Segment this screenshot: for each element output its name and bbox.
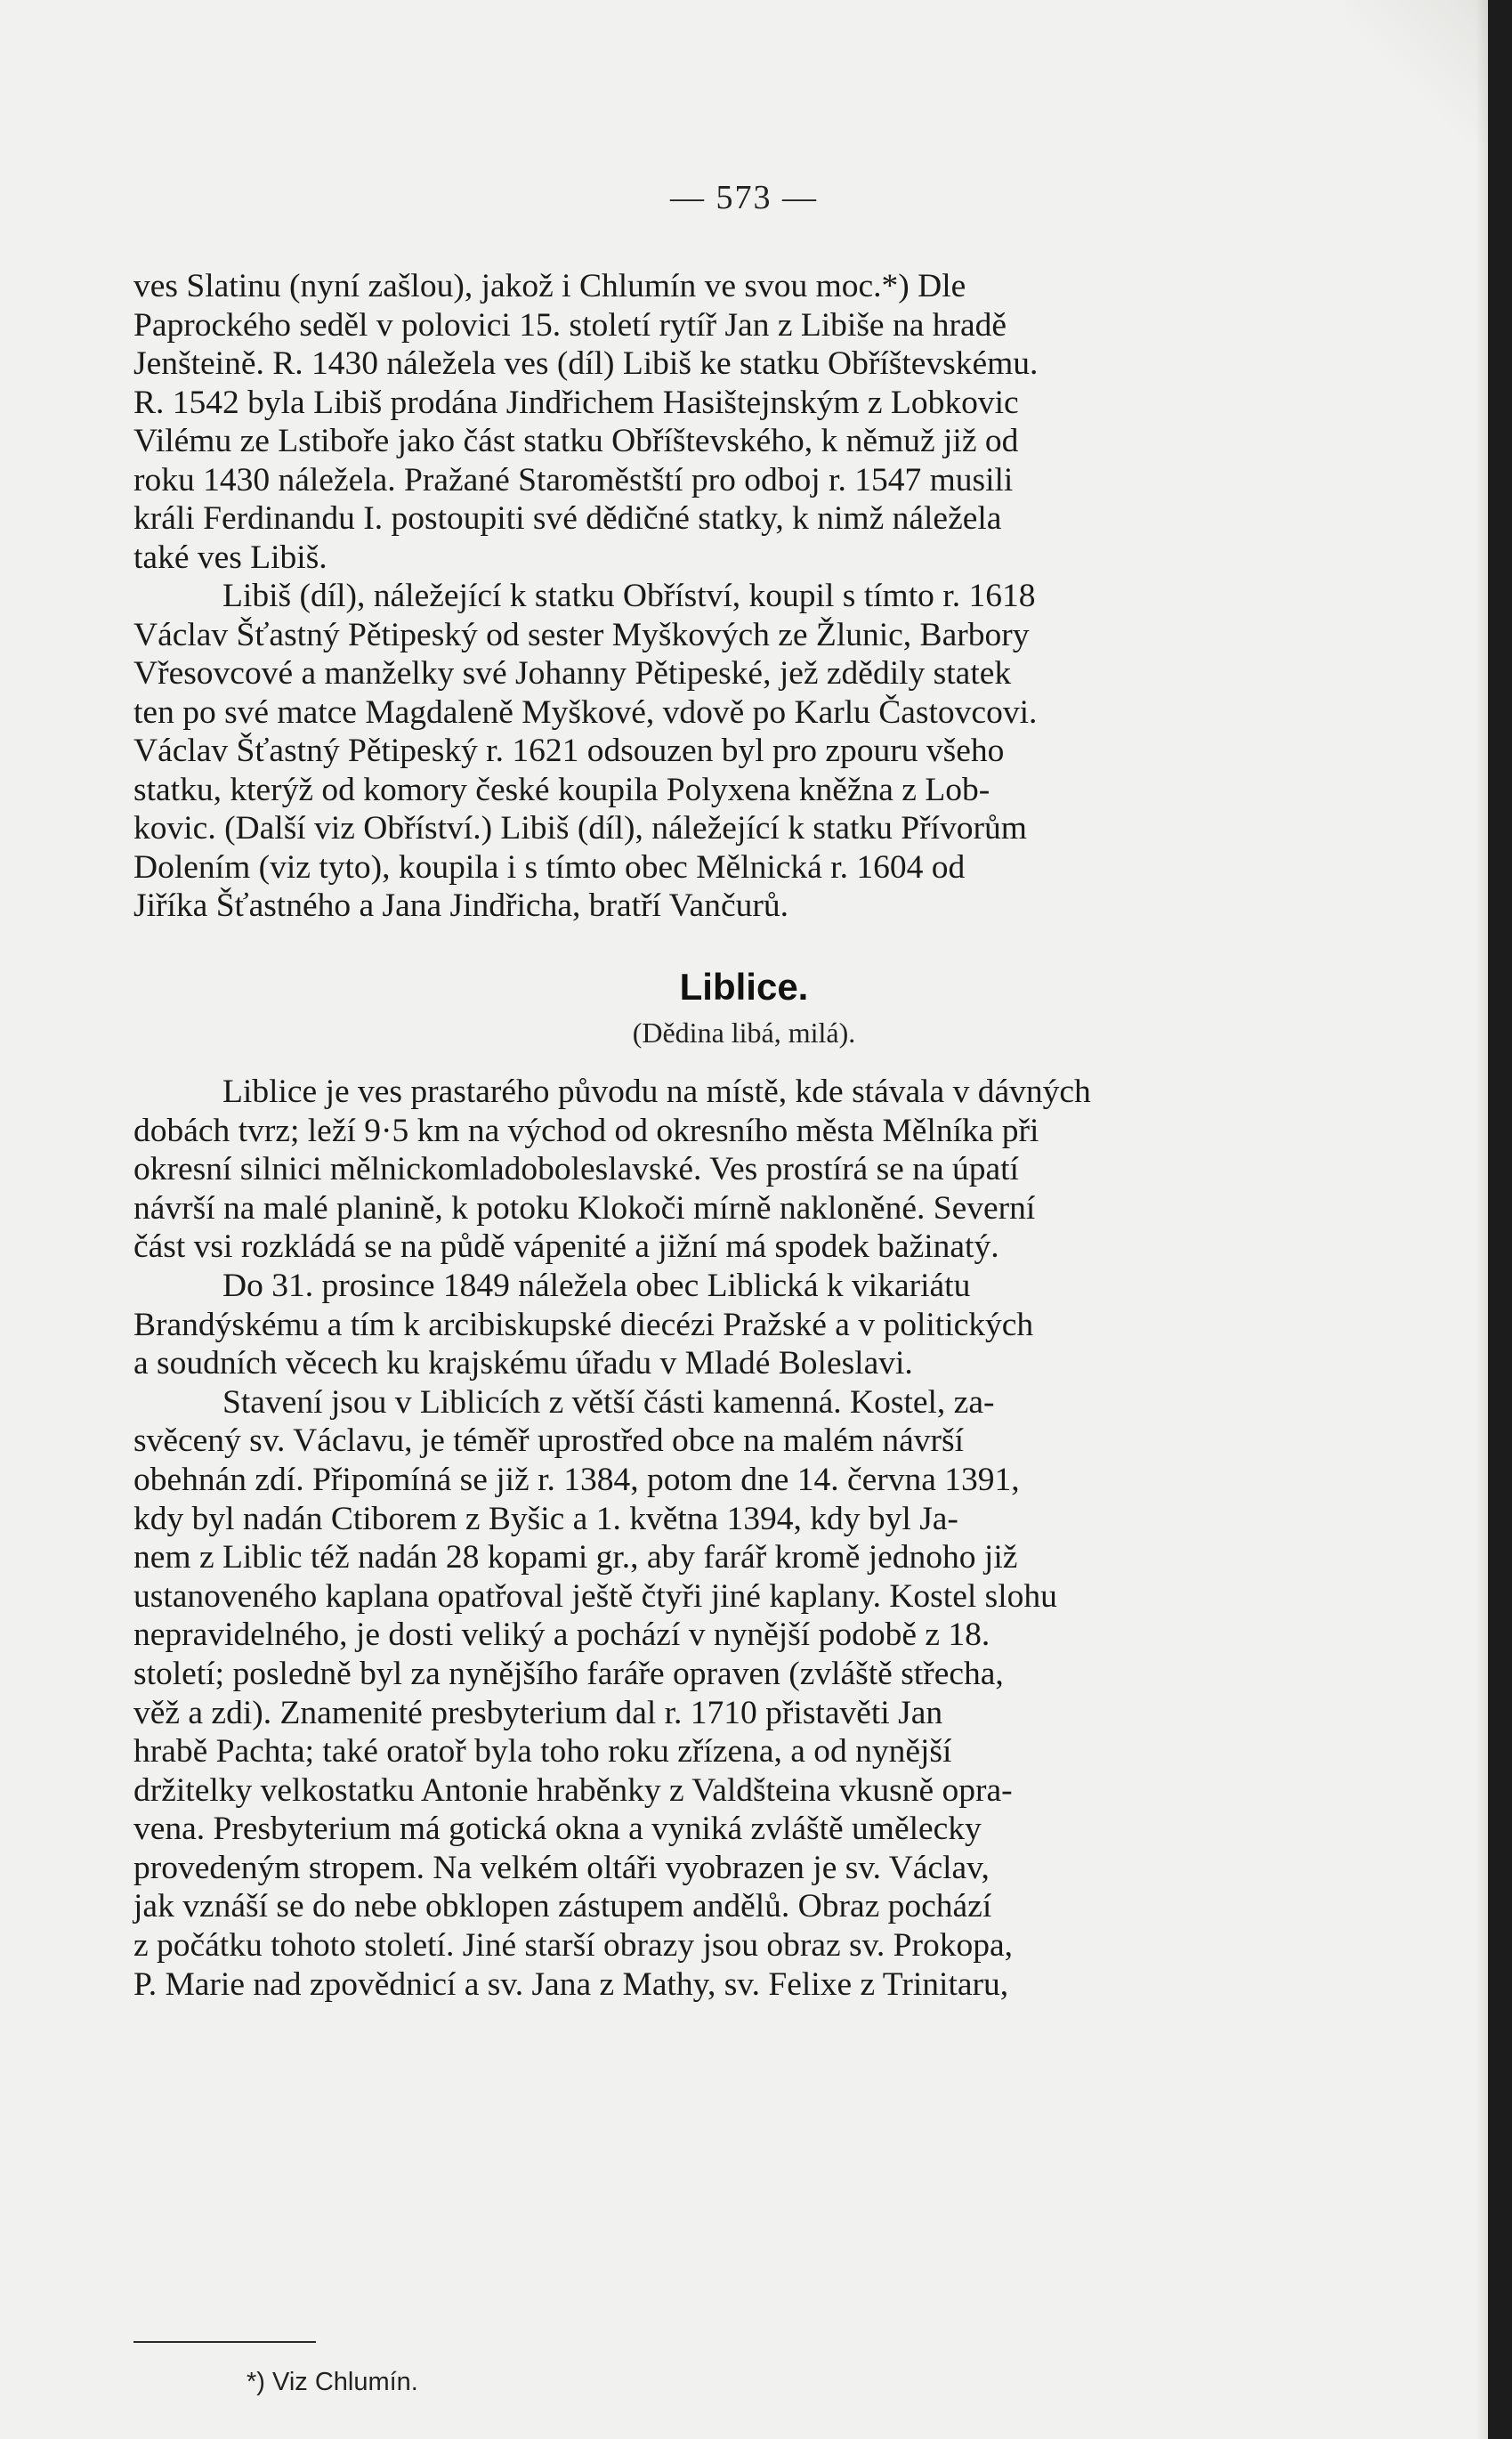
paragraph-4 <box>133 1267 1264 1383</box>
text-line: kovic. (Další viz Obříství.) Libiš (díl), náležející k statku Přívorům <box>133 810 1027 847</box>
text-line: jak vznáší se do nebe obklopen zástupem andělů. Obraz pochází <box>133 1888 992 1925</box>
section-heading: Liblice. <box>679 966 809 1008</box>
text-line: kdy byl nadán Ctiborem z Byšic a 1. května 1394, kdy byl Ja- <box>133 1500 958 1537</box>
paragraph-2 <box>133 577 1264 926</box>
footnote: *) Viz Chlumín. <box>247 2368 418 2396</box>
page-corner-shadow <box>1346 0 1488 142</box>
text-line: Paprockého seděl v polovici 15. století rytíř Jan z Libiše na hradě <box>133 306 1007 344</box>
text-line: Dolením (viz tyto), koupila i s tímto obec Mělnická r. 1604 od <box>133 848 966 886</box>
text-line: svěcený sv. Václavu, je téměř uprostřed obce na malém návrší <box>133 1422 964 1460</box>
body-text-top <box>133 267 1264 926</box>
text-line: obehnán zdí. Připomíná se již r. 1384, potom dne 14. června 1391, <box>133 1461 1020 1498</box>
text-line: Václav Šťastný Pětipeský od sester Myškových ze Žlunic, Barbory <box>133 616 1030 653</box>
text-line: Jiříka Šťastného a Jana Jindřicha, bratří Vančurů. <box>133 887 788 924</box>
text-line: nem z Liblic též nadán 28 kopami gr., aby farář kromě jednoho již <box>133 1539 1018 1576</box>
page-right-edge <box>1476 0 1488 2439</box>
text-line: Do 31. prosince 1849 náležela obec Liblická k vikariátu <box>222 1267 971 1304</box>
text-line: věž a zdi). Znamenité presbyterium dal r. 1710 přistavěti Jan <box>133 1694 943 1731</box>
footnote-separator <box>133 2341 316 2343</box>
text-line: statku, kterýž od komory české koupila Polyxena kněžna z Lob- <box>133 771 990 808</box>
paragraph-1 <box>133 267 1264 577</box>
text-line: dobách tvrz; leží 9·5 km na východ od okresního města Mělníka při <box>133 1112 1039 1149</box>
text-line: provedeným stropem. Na velkém oltáři vyobrazen je sv. Václav, <box>133 1849 990 1886</box>
text-line: část vsi rozkládá se na půdě vápenité a jižní má spodek bažinatý. <box>133 1228 999 1266</box>
text-line: roku 1430 náležela. Pražané Staroměstští pro odboj r. 1547 musili <box>133 461 1014 498</box>
text-line: nepravidelného, je dosti veliký a pochází v nynější podobě z 18. <box>133 1617 990 1654</box>
text-line: ves Slatinu (nyní zašlou), jakož i Chlumín ve svou moc.*) Dle <box>133 268 966 304</box>
text-line: návrší na malé planině, k potoku Klokoči mírně nakloněné. Severní <box>133 1189 1036 1227</box>
text-line: vena. Presbyterium má gotická okna a vyniká zvláště umělecky <box>133 1811 982 1848</box>
text-line: také ves Libiš. <box>133 539 327 576</box>
paragraph-3 <box>133 1073 1264 1267</box>
text-line: hrabě Pachta; také oratoř byla toho roku zřízena, a od nynější <box>133 1733 952 1771</box>
text-line: okresní silnici mělnickomladoboleslavské. Ves prostírá se na úpatí <box>133 1151 1019 1188</box>
text-line: ten po své matce Magdaleně Myškové, vdově po Karlu Častovcovi. <box>133 693 1038 731</box>
text-line: držitelky velkostatku Antonie hraběnky z Valdšteina vkusně opra- <box>133 1771 1013 1809</box>
text-line: a soudních věcech ku krajskému úřadu v Mladé Boleslavi. <box>133 1345 913 1382</box>
body-text-bottom <box>133 1073 1264 2004</box>
text-line: z počátku tohoto století. Jiné starší obrazy jsou obraz sv. Prokopa, <box>133 1927 1014 1965</box>
text-line: Stavení jsou v Liblicích z větší části kamenná. Kostel, za- <box>222 1383 995 1421</box>
text-line: století; posledně byl za nynějšího faráře opraven (zvláště střecha, <box>133 1655 1004 1692</box>
text-line: R. 1542 byla Libiš prodána Jindřichem Hasištejnským z Lobkovic <box>133 384 1019 421</box>
text-line: P. Marie nad zpovědnicí a sv. Jana z Mathy, sv. Felixe z Trinitaru, <box>133 1965 1009 2003</box>
text-line: Libiš (díl), náležející k statku Obříství, koupil s tímto r. 1618 <box>222 578 1036 614</box>
text-line: Václav Šťastný Pětipeský r. 1621 odsouzen byl pro zpouru všeho <box>133 733 1005 769</box>
text-line: Liblice je ves prastarého původu na místě, kde stávala v dávných <box>222 1074 1091 1110</box>
text-line: králi Ferdinandu I. postoupiti své dědičné statky, k nimž náležela <box>133 500 1002 537</box>
paragraph-5 <box>133 1383 1264 2005</box>
text-line: ustanoveného kaplana opatřoval ještě čtyři jiné kaplany. Kostel slohu <box>133 1577 1057 1615</box>
section-subheading: (Dědina libá, milá). <box>632 1017 856 1049</box>
text-line: Vřesovcové a manželky své Johanny Pětipeské, jež zdědily statek <box>133 655 1012 692</box>
text-line: Vilému ze Lstiboře jako část statku Obříštevského, k němuž již od <box>133 423 1019 459</box>
text-line: Jenšteině. R. 1430 náležela ves (díl) Libiš ke statku Obříštevskému. <box>133 345 1039 382</box>
text-line: Brandýskému a tím k arcibiskupské diecézi Pražské a v politických <box>133 1306 1034 1343</box>
page-number: — 573 — <box>670 179 818 216</box>
